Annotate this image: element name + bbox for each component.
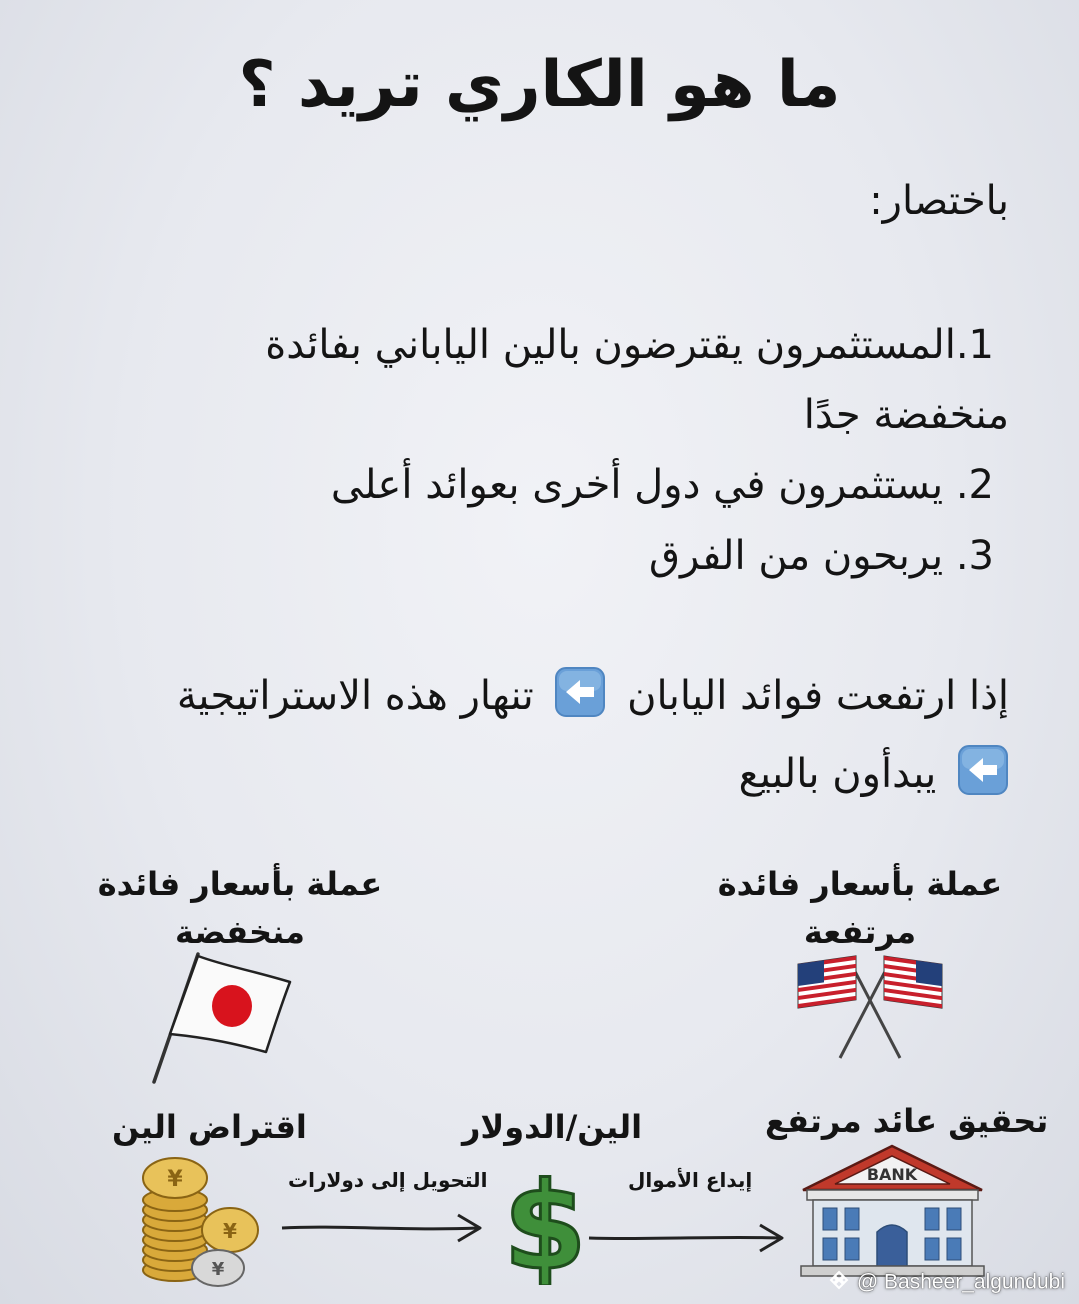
warning-part-c: يبدأون بالبيع [738,751,937,797]
binance-logo-icon [829,1270,849,1296]
yen-coins-icon [130,1150,270,1294]
arrow-deposit-label: إيداع الأموال [628,1168,753,1192]
coin-yen-symbol: ¥ [211,1259,225,1280]
point-3: 3. يربحون من الفرق [648,533,994,579]
bank-sign-text: BANK [866,1165,918,1184]
arrow-convert-label: التحويل إلى دولارات [288,1168,488,1192]
point-1-line-1: 1.المستثمرون يقترضون بالين الياباني بفائدة [265,322,994,368]
high-rate-label-line-1: عملة بأسعار فائدة [717,865,1003,903]
usa-crossed-flags-icon [790,948,950,1067]
dollar-symbol-text: $ [503,1160,587,1285]
high-rate-label [690,860,1030,956]
step-high-return: تحقيق عائد مرتفع [765,1102,1049,1140]
left-arrow-emoji-icon [957,744,1009,796]
step-yen-dollar: الين/الدولار [462,1108,643,1146]
point-1-line-2: منخفضة جدًا [803,392,1009,438]
arrow-right-icon [278,1208,488,1252]
dollar-sign-icon [500,1160,590,1289]
coin-yen-symbol: ¥ [223,1219,237,1243]
page-title: ما هو الكاري تريد ؟ [238,48,841,122]
point-2: 2. يستثمرون في دول أخرى بعوائد أعلى [330,462,994,508]
high-rate-label-line-2: مرتفعة [803,913,917,951]
left-arrow-emoji-icon [554,666,606,718]
arrow-right-icon [585,1218,790,1262]
japan-flag-icon [140,948,300,1092]
bank-building-icon [795,1140,990,1284]
warning-part-b: تنهار هذه الاستراتيجية [176,673,534,719]
watermark-text: @ Basheer_algundubi [856,1270,1065,1294]
step-borrow-yen: اقتراض الين [112,1108,307,1146]
summary-label: باختصار: [869,178,1009,224]
coin-yen-symbol: ¥ [167,1167,183,1192]
low-rate-label-line-1: عملة بأسعار فائدة [97,865,383,903]
warning-part-a: إذا ارتفعت فوائد اليابان [627,673,1009,719]
low-rate-label-line-2: منخفضة [175,913,305,951]
warning-line-2 [739,750,1009,802]
low-rate-label [80,860,400,956]
watermark [829,1270,1065,1296]
warning-line-1 [177,672,1009,724]
